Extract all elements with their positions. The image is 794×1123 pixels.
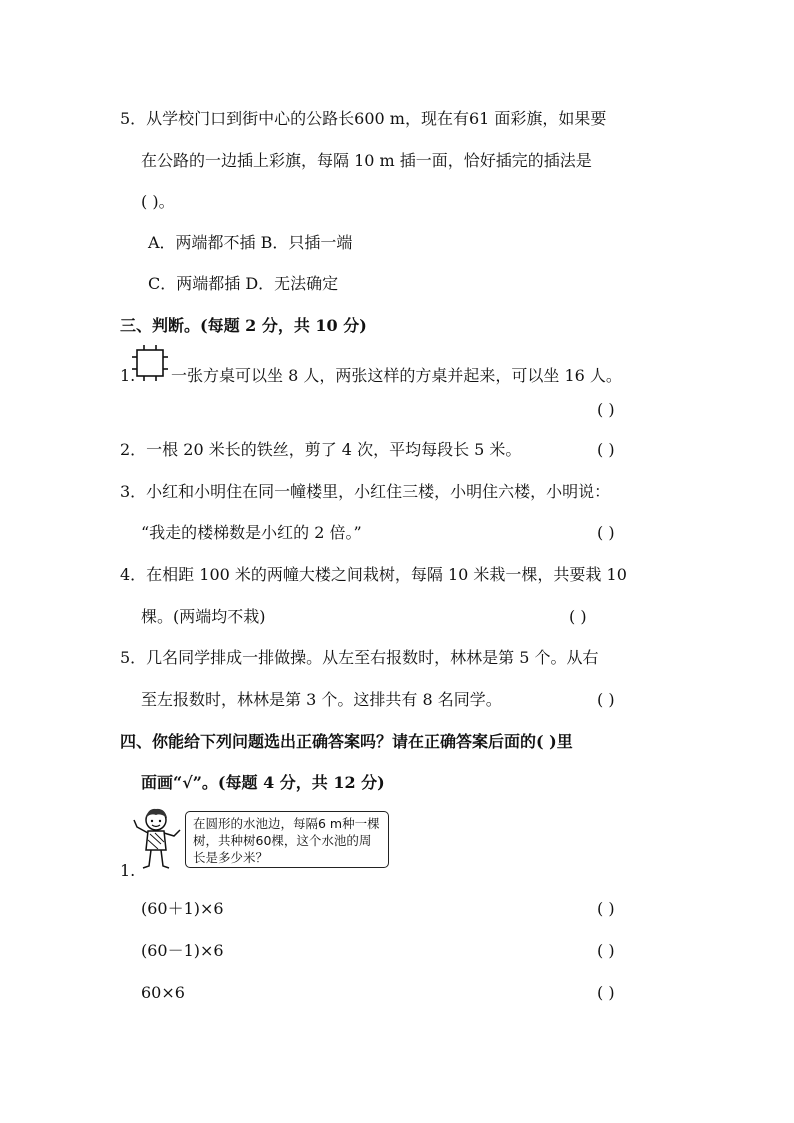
s4-q1-option-2: (60－1)×6: [141, 941, 224, 960]
q5-options-cd: C．两端都插 D．无法确定: [148, 274, 339, 293]
s3-q2-answer-paren[interactable]: ( ): [597, 440, 615, 459]
s3-q1-answer-paren[interactable]: ( ): [597, 400, 615, 419]
q1-speech-bubble: 在圆形的水池边，每隔6 m种一棵树，共种树60棵，这个水池的周长是多少米？: [185, 811, 389, 868]
section-3-title: 三、判断。(每题 2 分，共 10 分): [120, 316, 367, 335]
s3-q4-line-1: 4．在相距 100 米的两幢大楼之间栽树，每隔 10 米栽一棵，共要栽 10: [120, 565, 627, 584]
square-table-icon: [131, 344, 169, 382]
section-4-title-line-1: 四、你能给下列问题选出正确答案吗？请在正确答案后面的( )里: [120, 732, 573, 751]
s3-q5-line-1: 5．几名同学排成一排做操。从左至右报数时，林林是第 5 个。从右: [120, 648, 599, 667]
boy-illustration: [130, 806, 186, 872]
q5-options-ab: A．两端都不插 B．只插一端: [148, 233, 353, 252]
s3-q2-text: 2．一根 20 米长的铁丝，剪了 4 次，平均每段长 5 米。: [120, 440, 522, 459]
s4-q1-option-3-paren[interactable]: ( ): [597, 983, 615, 1002]
s3-q1-text: 一张方桌可以坐 8 人，两张这样的方桌并起来，可以坐 16 人。: [171, 366, 622, 385]
s4-q1-option-1-paren[interactable]: ( ): [597, 899, 615, 918]
s4-q1-option-2-paren[interactable]: ( ): [597, 941, 615, 960]
s4-q1-option-1: (60＋1)×6: [141, 899, 224, 918]
s3-q3-line-2: “我走的楼梯数是小红的 2 倍。”: [141, 523, 362, 542]
s4-q1-number: 1.: [120, 861, 136, 880]
q5-line-1: 5．从学校门口到街中心的公路长600 m，现在有61 面彩旗，如果要: [120, 109, 607, 128]
q5-line-2: 在公路的一边插上彩旗，每隔 10 m 插一面，恰好插完的插法是: [141, 151, 592, 170]
s3-q3-answer-paren[interactable]: ( ): [597, 523, 615, 542]
s3-q1-number: 1.: [120, 366, 136, 385]
s3-q4-answer-paren[interactable]: ( ): [569, 607, 587, 626]
s3-q5-line-2: 至左报数时，林林是第 3 个。这排共有 8 名同学。: [141, 690, 502, 709]
section-4-title-line-2: 面画“√”。(每题 4 分，共 12 分): [141, 773, 385, 792]
s3-q5-answer-paren[interactable]: ( ): [597, 690, 615, 709]
s3-q3-line-1: 3．小红和小明住在同一幢楼里，小红住三楼，小明住六楼，小明说：: [120, 482, 611, 501]
s3-q4-line-2: 棵。(两端均不栽): [141, 607, 266, 626]
q5-answer-paren: ( )。: [141, 192, 175, 211]
s4-q1-option-3: 60×6: [141, 983, 185, 1002]
